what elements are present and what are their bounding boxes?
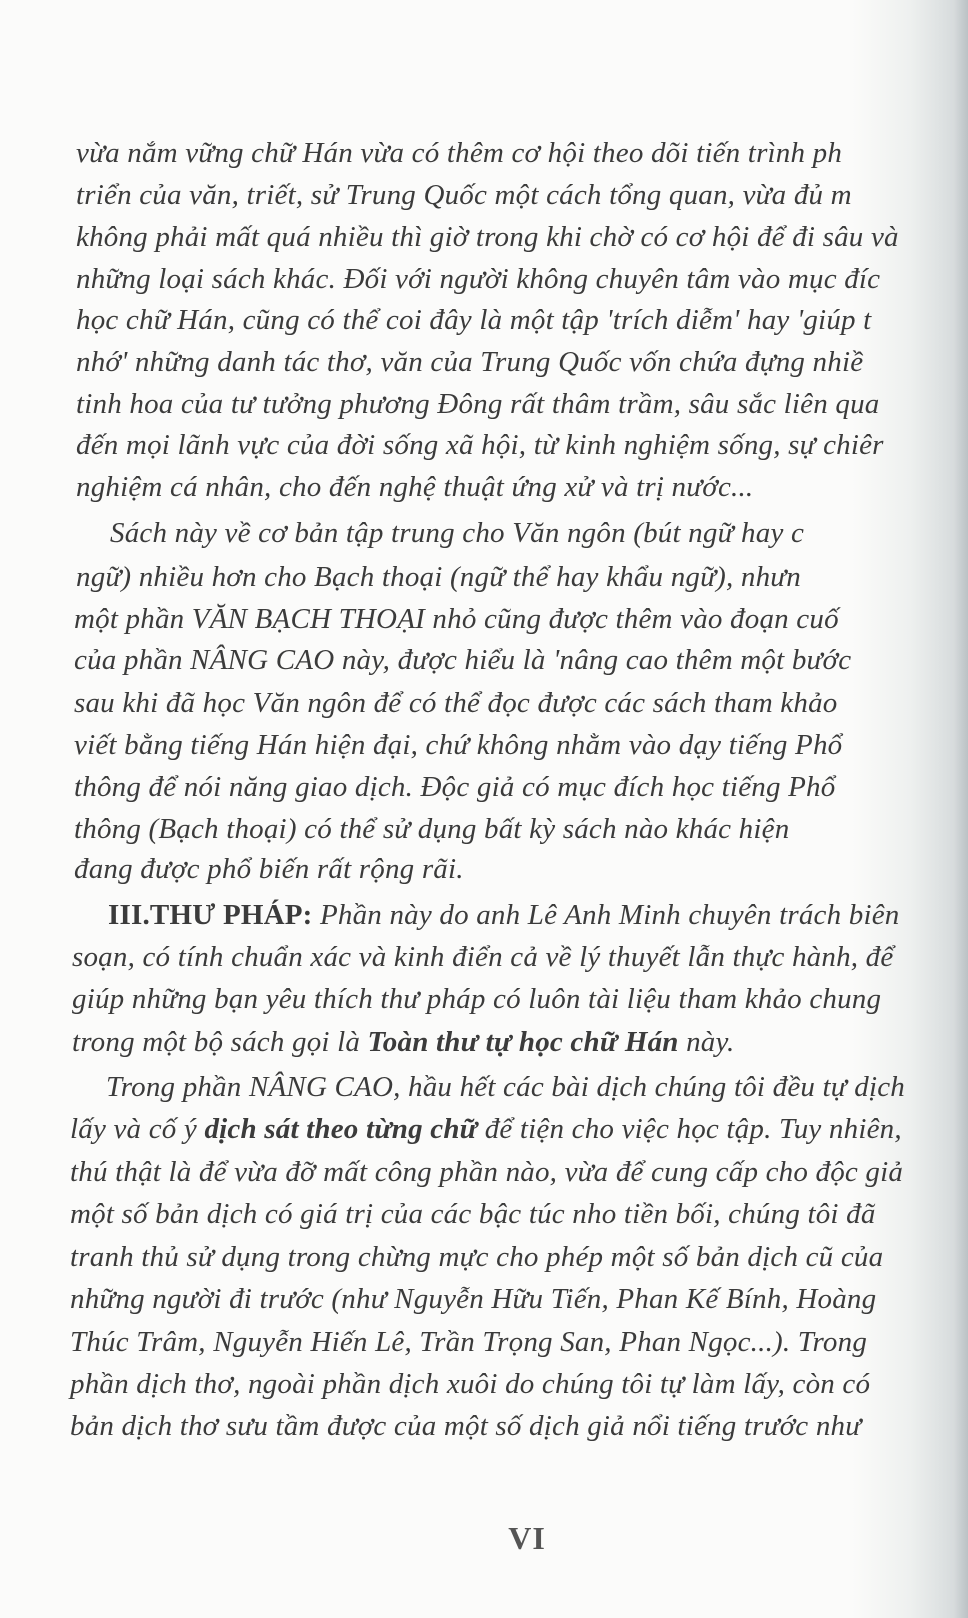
book-title-emphasis: Toàn thư tự học chữ Hán [367, 1026, 679, 1058]
text-line [70, 1409, 861, 1443]
text-line [70, 1367, 870, 1401]
line-text: trong một bộ sách gọi là [72, 1026, 368, 1058]
text-line [76, 262, 880, 296]
line-text: đến mọi lãnh vực của đời sống xã hội, từ kinh nghiệm sống, sự chiêr [76, 429, 884, 461]
section-heading: III.THƯ PHÁP: [108, 899, 313, 931]
text-line [76, 220, 899, 254]
line-text: sau khi đã học Văn ngôn để có thể đọc được các sách tham khảo [74, 687, 838, 719]
text-line [70, 1112, 902, 1146]
text-line [74, 643, 851, 677]
line-text: nghiệm cá nhân, cho đến nghệ thuật ứng xử và trị nước... [76, 471, 754, 503]
line-text: lấy và cố ý [70, 1113, 205, 1145]
line-text: vừa nắm vững chữ Hán vừa có thêm cơ hội theo dõi tiến trình ph [76, 137, 843, 169]
line-text: Thúc Trâm, Nguyễn Hiến Lê, Trần Trọng San, Phan Ngọc...). Trong [70, 1326, 868, 1358]
line-text: triển của văn, triết, sử Trung Quốc một cách tổng quan, vừa đủ m [76, 179, 852, 211]
line-text: giúp những bạn yêu thích thư pháp có luôn tài liệu tham khảo chung [72, 983, 882, 1015]
line-text: thông để nói năng giao dịch. Độc giả có mục đích học tiếng Phổ [74, 771, 836, 803]
text-line [72, 1025, 734, 1059]
text-line [108, 898, 899, 932]
text-line [76, 178, 852, 212]
text-line [74, 852, 464, 886]
text-line [74, 602, 839, 636]
text-line [70, 1282, 876, 1316]
line-text: của phần NÂNG CAO này, được hiểu là 'nâng cao thêm một bước [74, 644, 852, 676]
line-text: Trong phần NÂNG CAO, hầu hết các bài dịch chúng tôi đều tự dịch [106, 1071, 905, 1103]
text-line [76, 136, 842, 170]
line-text: đang được phổ biến rất rộng rãi. [74, 853, 464, 885]
line-text: bản dịch thơ sưu tầm được của một số dịch giả nổi tiếng trước như [70, 1410, 862, 1442]
text-line [70, 1240, 883, 1274]
page-number: VI [508, 1520, 546, 1556]
text-line [76, 387, 880, 421]
text-line [70, 1325, 867, 1359]
line-text: để tiện cho việc học tập. Tuy nhiên, [477, 1113, 902, 1145]
text-line [72, 982, 881, 1016]
text-line [74, 728, 842, 762]
line-text: tinh hoa của tư tưởng phương Đông rất thâm trầm, sâu sắc liên qua [76, 388, 880, 420]
text-line [76, 345, 863, 379]
page-gutter-shadow [954, 0, 968, 1618]
line-text: những người đi trước (như Nguyễn Hữu Tiến, Phan Kế Bính, Hoàng [70, 1283, 877, 1315]
text-line [72, 940, 893, 974]
line-text: thú thật là để vừa đỡ mất công phần nào, vừa để cung cấp cho độc giả [70, 1156, 904, 1188]
text-line [110, 516, 804, 550]
line-text: tranh thủ sử dụng trong chừng mực cho phép một số bản dịch cũ của [70, 1241, 884, 1273]
line-text: học chữ Hán, cũng có thể coi đây là một tập 'trích diễm' hay 'giúp t [76, 304, 872, 336]
line-text: một phần VĂN BẠCH THOẠI nhỏ cũng được thêm vào đoạn cuố [74, 603, 839, 635]
line-text: viết bằng tiếng Hán hiện đại, chứ không nhằm vào dạy tiếng Phổ [74, 729, 843, 761]
text-line [74, 812, 789, 846]
line-text: phần dịch thơ, ngoài phần dịch xuôi do chúng tôi tự làm lấy, còn có [70, 1368, 871, 1400]
emphasis-text: dịch sát theo từng chữ [204, 1113, 478, 1145]
text-line [76, 560, 801, 594]
text-line [106, 1070, 905, 1104]
line-text: không phải mất quá nhiều thì giờ trong khi chờ có cơ hội để đi sâu và [76, 221, 899, 253]
line-text: ngữ) nhiều hơn cho Bạch thoại (ngữ thể hay khẩu ngữ), nhưn [76, 561, 801, 593]
text-line [70, 1197, 876, 1231]
text-line [70, 1155, 903, 1189]
line-text: những loại sách khác. Đối với người không chuyên tâm vào mục đíc [76, 263, 881, 295]
text-line [76, 303, 871, 337]
text-line [74, 770, 835, 804]
line-text: Sách này về cơ bản tập trung cho Văn ngôn (bút ngữ hay c [110, 517, 805, 549]
text-line [76, 470, 753, 504]
line-text: Phần này do anh Lê Anh Minh chuyên trách biên [312, 899, 900, 931]
line-text: nhớ' những danh tác thơ, văn của Trung Quốc vốn chứa đựng nhiề [76, 346, 864, 378]
line-text: một số bản dịch có giá trị của các bậc túc nho tiền bối, chúng tôi đã [70, 1198, 876, 1230]
line-text: soạn, có tính chuẩn xác và kinh điển cả về lý thuyết lẫn thực hành, để [72, 941, 894, 973]
text-line [74, 686, 837, 720]
text-line [76, 428, 884, 462]
line-text: này. [678, 1026, 735, 1058]
line-text: thông (Bạch thoại) có thể sử dụng bất kỳ sách nào khác hiện [74, 813, 790, 845]
